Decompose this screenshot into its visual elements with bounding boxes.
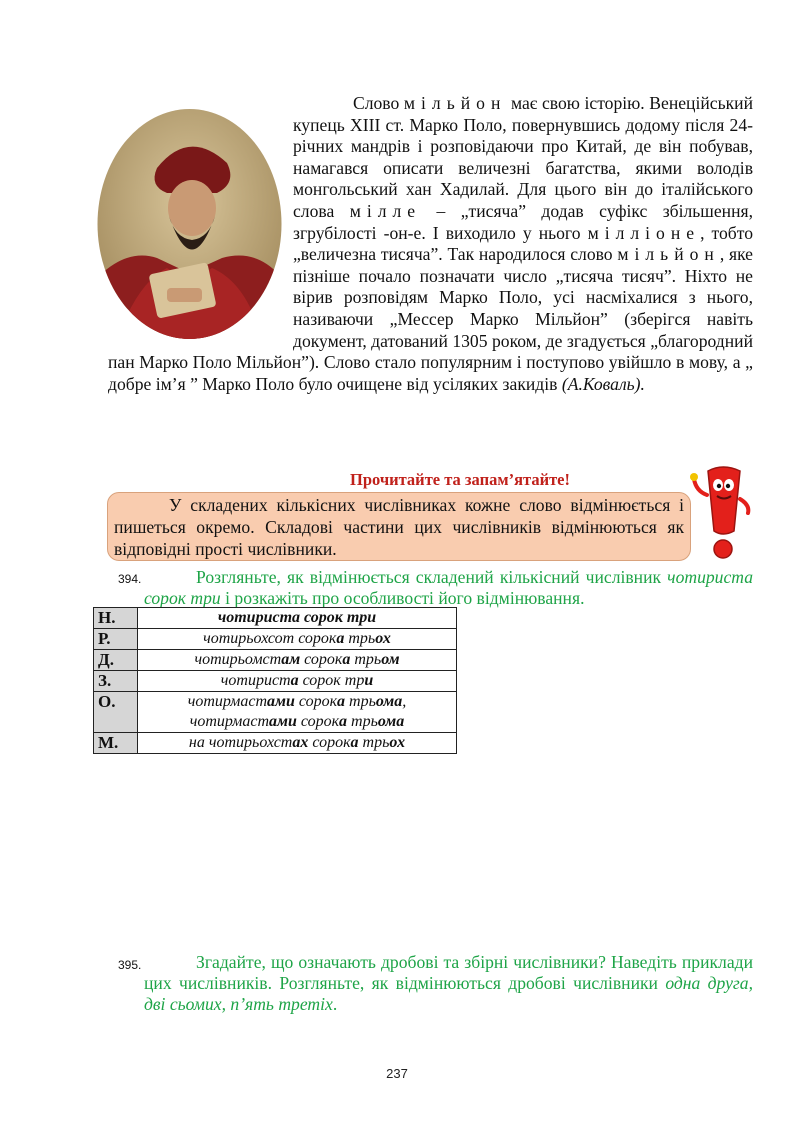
table-row (94, 650, 457, 671)
table-row (94, 733, 457, 754)
case-label: О. (94, 692, 138, 733)
table-row (94, 608, 457, 629)
exercise-395-number: 395. (118, 958, 142, 972)
exercise-394-example: чотириста сорок три (144, 567, 753, 608)
declension-table (93, 607, 457, 754)
case-form: чотирьохсот сорока трьох (138, 629, 457, 650)
exercise-395-text (144, 952, 753, 1015)
case-form: чотириста сорок три (138, 608, 457, 629)
spaced-word: мілле (349, 200, 422, 221)
rule-text: У складених кількісних числівниках кожне слово відмінюється і пишеться окремо. Складові частини цих числівників відмінюються як відповідні прості числівники. (114, 495, 684, 559)
case-form: чотирмастами сорока трьома, чотирмастами сорока трьома (138, 692, 457, 733)
intro-text: має свою історію. Венеційський купець XIII ст. Марко Поло, повернувшись додому після 24-річних мандрів і розповідаючи про Китай, де він побував, намагався описати величезні багатства, якими володів монгольський хан Хадилай. Для цього він до італійського слова (293, 93, 753, 221)
case-label: Р. (94, 629, 138, 650)
exercise-394-instruction: Розгляньте, як відмінюється складений кількісний числівник (196, 567, 662, 587)
intro-lead: Слово (353, 93, 400, 113)
exercise-395-example: одна друга, дві сьомих, п’ять третіх (144, 973, 753, 1014)
exercise-394-instruction-end: і розкажіть про особливості його відмінювання. (225, 588, 585, 608)
intro-text: , яке пізніше почало позначати число „тисяча тисяч”. Ніхто не вірив розповідям Марко Поло, усі насміхалися з нього, називаючи „Мессер Марко Мільйон” (зберігся навіть документ, датований 1305 роком, де згадується „благородний пан Марко Поло Мільйон”). Слово стало популярним і поступово увійшло в мову, а „ добре ім’я ” Марко Поло було очищене від усіляких закидів (108, 244, 753, 394)
case-label: М. (94, 733, 138, 754)
case-form: на чотирьохстах сорока трьох (138, 733, 457, 754)
intro-paragraph (108, 93, 753, 395)
case-label: Н. (94, 608, 138, 629)
spaced-word: мілліоне (587, 222, 701, 243)
spaced-word: мільйон (617, 244, 720, 265)
case-label: З. (94, 671, 138, 692)
citation: (А.Коваль). (561, 373, 645, 394)
page-number: 237 (386, 1066, 408, 1081)
exercise-395-instruction: Згадайте, що означають дробові та збірні числівники? Наведіть приклади цих числівників. Розгляньте, як відмінюються дробові числівники (144, 952, 753, 993)
rule-box (107, 492, 691, 561)
case-label: Д. (94, 650, 138, 671)
table-row (94, 671, 457, 692)
intro-text: , тобто „величезна тисяча”. Так народилося слово (293, 222, 753, 265)
exercise-395-instruction-end: . (332, 994, 338, 1014)
spaced-word: мільйон (403, 93, 507, 113)
case-form: чотириста сорок три (138, 671, 457, 692)
exercise-394-number: 394. (118, 572, 142, 586)
case-form: чотирьомстам сорока трьом (138, 650, 457, 671)
table-row (94, 629, 457, 650)
intro-text: – „тисяча” додав суфікс збільшення, згрубілості -он-е. І виходило у нього (293, 200, 753, 243)
table-row (94, 692, 457, 733)
exercise-394-text (144, 567, 753, 609)
exclamation-mascot-icon (690, 465, 756, 560)
rule-title: Прочитайте та запам’ятайте! (349, 470, 570, 489)
